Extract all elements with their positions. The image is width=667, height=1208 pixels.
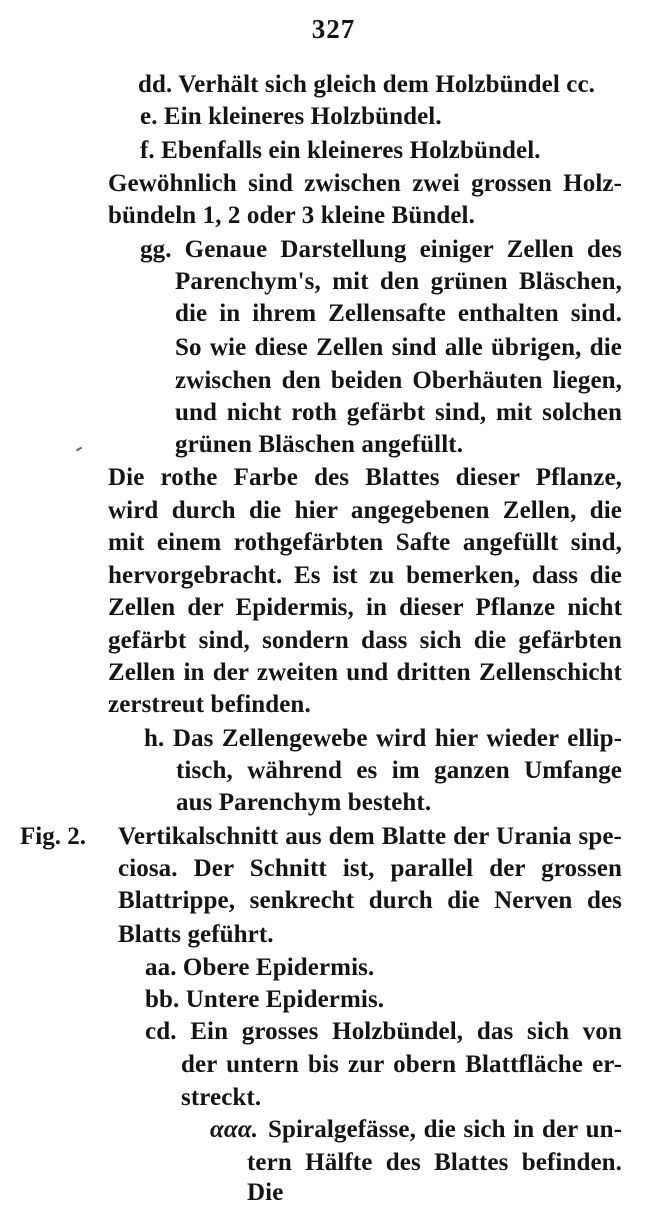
text-line: f. Ebenfalls ein kleineres Holzbündel. [140, 137, 541, 164]
text-line: zwischen den beiden Oberhäuten liegen, [175, 367, 622, 394]
text-line: Zellen in der zweiten und dritten Zellenschicht [108, 659, 622, 686]
text-line: bb. Untere Epidermis. [145, 986, 385, 1013]
text-line: aa. Obere Epidermis. [145, 954, 375, 981]
text-line: Zellen der Epidermis, in dieser Pflanze nicht [108, 594, 622, 621]
text-line: Parenchym's, mit den grünen Bläschen, [175, 268, 622, 295]
text-line: tisch, während es im ganzen Umfange [176, 757, 622, 784]
text-line: die in ihrem Zellensafte enthalten sind. [175, 300, 622, 327]
text-line: bündeln 1, 2 oder 3 kleine Bündel. [108, 202, 475, 229]
page-number: 327 [311, 14, 356, 44]
text-line: Gewöhnlich sind zwischen zwei grossen Holz- [108, 170, 622, 197]
text-line: der untern bis zur obern Blattfläche er- [181, 1051, 622, 1078]
text-line: e. Ein kleineres Holzbündel. [140, 103, 442, 130]
text-line: Vertikalschnitt aus dem Blatte der Urania spe- [118, 823, 622, 850]
text-line: mit einem rothgefärbten Safte angefüllt sind, [108, 529, 622, 556]
text-line: aus Parenchym besteht. [176, 789, 432, 816]
text-line: gg. Genaue Darstellung einiger Zellen des [140, 236, 622, 263]
text-line: wird durch die hier angegebenen Zellen, die [108, 497, 622, 524]
text-line: streckt. [181, 1084, 262, 1111]
text-line: gefärbt sind, sondern dass sich die gefärbten [108, 627, 622, 654]
text-line: Die rothe Farbe des Blattes dieser Pflanze, [108, 464, 622, 491]
text-line: h. Das Zellengewebe wird hier wieder ellip- [144, 725, 622, 752]
text-line: grünen Bläschen angefüllt. [175, 431, 464, 458]
text-line: hervorgebracht. Es ist zu bemerken, dass die [108, 562, 622, 589]
text-line: tern Hälfte des Blattes befinden. Die [247, 1149, 622, 1206]
figure-label: Fig. 2. [20, 823, 86, 850]
greek-marker: ααα. [210, 1116, 259, 1143]
text-line: Blattrippe, senkrecht durch die Nerven des [118, 887, 622, 914]
text-line: zerstreut befinden. [108, 691, 311, 718]
ink-mark [76, 447, 82, 452]
text-line: cd. Ein grosses Holzbündel, das sich von [145, 1018, 622, 1045]
text-line: dd. Verhält sich gleich dem Holzbündel cc. [138, 71, 596, 98]
text-line: und nicht roth gefärbt sind, mit solchen [175, 399, 622, 426]
text-line: Spiralgefässe, die sich in der un- [268, 1116, 622, 1143]
text-line: Blatts geführt. [118, 921, 274, 948]
text-line: So wie diese Zellen sind alle übrigen, die [175, 334, 622, 361]
text-line: ciosa. Der Schnitt ist, parallel der grossen [118, 855, 622, 882]
